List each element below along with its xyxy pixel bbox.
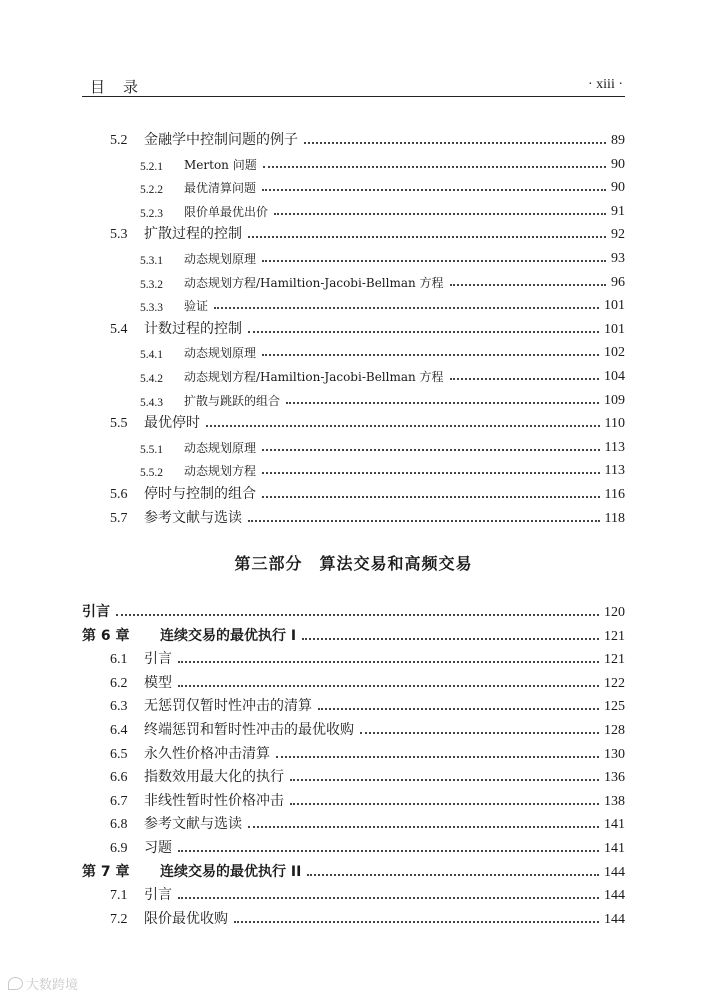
toc-entry-number: 5.2.2 [140,184,163,197]
dot-leader [248,331,599,333]
dot-leader [178,897,599,899]
dot-leader [178,661,599,663]
toc-entry-number: 5.4.1 [140,349,163,362]
toc-entry[interactable] [140,339,625,361]
toc-entry-title: 引言 [82,604,110,620]
toc-entry-title: 指数效用最大化的执行 [144,769,284,786]
toc-entry-page: 122 [604,675,625,691]
dot-leader [214,307,599,309]
toc-entry-number: 5.4.3 [140,396,163,409]
toc-entry-page: 110 [604,416,625,432]
toc-entry-page: 89 [611,133,625,148]
toc-entry-number: 5.6 [110,487,128,502]
toc-entry-title: 引言 [144,887,172,904]
toc-entry-title: 动态规划方程/Hamiltion-Jacobi-Bellman 方程 [184,370,444,384]
toc-entry[interactable] [140,269,625,291]
part-title: 第三部分 算法交易和高频交易 [234,554,473,573]
toc-entry-page: 91 [611,203,625,219]
toc-entry-page: 128 [604,723,625,738]
toc-entry-page: 113 [604,439,625,455]
dot-leader [262,472,600,474]
running-header [82,72,625,97]
toc-entry[interactable] [140,198,625,220]
toc-entry-number: 5.3.2 [140,278,163,291]
toc-entry-number: 7.1 [110,888,128,904]
toc-entry-page: 144 [604,888,625,904]
toc-entry-title: 动态规划原理 [184,440,257,455]
toc-entry-page: 102 [604,345,625,361]
toc-entry[interactable] [110,693,625,715]
toc-entry[interactable] [110,764,625,786]
toc-entry-page: 118 [604,510,625,526]
toc-entry-number: 6.5 [110,746,128,762]
toc-entry-number: 6.8 [110,817,128,833]
toc-entry-page: 120 [604,605,625,620]
toc-entry[interactable] [140,387,625,409]
dot-leader [248,236,606,238]
toc-entry[interactable] [110,906,625,928]
dot-leader [178,850,599,852]
toc-entry[interactable] [110,127,625,149]
toc-entry-page: 92 [611,227,625,243]
toc-entry-title: 模型 [144,674,172,691]
toc-entry-number: 第 6 章 [82,627,130,644]
dot-leader [248,520,600,522]
dot-leader [234,921,599,923]
toc-entry-title: 动态规划方程 [184,464,257,479]
toc-entry-title: 停时与控制的组合 [144,486,256,502]
dot-leader [206,425,600,427]
toc-entry[interactable] [110,788,625,810]
toc-entry-title: 引言 [144,651,172,668]
toc-entry[interactable] [110,646,625,668]
toc-entry-title: 动态规划方程/Hamiltion-Jacobi-Bellman 方程 [184,275,444,290]
toc-entry-title: 无惩罚仅暂时性冲击的清算 [144,698,312,715]
toc-entry-number: 6.3 [110,699,128,715]
toc-entry[interactable] [140,363,625,385]
toc-entry-title: 习题 [144,840,172,856]
dot-leader [450,284,606,286]
watermark [8,974,78,993]
dot-leader [248,826,599,828]
toc-entry[interactable] [82,859,625,881]
toc-entry[interactable] [110,505,625,527]
toc-entry-number: 5.2.1 [140,160,163,173]
toc-entry-page: 101 [604,321,625,337]
toc-entry-page: 113 [604,463,625,479]
toc-entry-page: 130 [604,746,625,762]
dot-leader [304,142,606,144]
toc-entry-title: 参考文献与选读 [144,816,242,833]
toc-entry-title: 最优清算问题 [184,181,257,196]
dot-leader [307,874,599,876]
dot-leader [450,378,599,380]
toc-entry[interactable] [110,741,625,763]
toc-entry[interactable] [140,434,625,456]
toc-entry[interactable] [110,221,625,243]
toc-entry-number: 6.1 [110,652,128,668]
toc-entry-number: 第 7 章 [82,863,130,880]
toc-entry-number: 5.3 [110,227,128,243]
toc-entry-page: 90 [611,156,625,172]
dot-leader [318,708,599,710]
toc-entry-page: 101 [604,298,625,314]
toc-entry[interactable] [140,457,625,479]
toc-entry-page: 141 [604,817,625,833]
toc-entry-page: 121 [604,628,625,644]
dot-leader [290,803,599,805]
toc-entry-title: 最优停时 [144,415,200,432]
toc-entry-title: 验证 [184,299,209,314]
toc-entry-title: 扩散与跳跃的组合 [184,393,281,408]
toc-entry-number: 5.4.2 [140,373,163,385]
toc-entry-page: 104 [604,369,625,384]
toc-entry[interactable] [110,835,625,857]
dot-leader [262,260,606,262]
watermark-text: 大数跨境 [26,978,79,993]
toc-entry-title: 非线性暂时性价格冲击 [144,792,284,809]
toc-entry-title: 永久性价格冲击清算 [144,745,270,762]
toc-entry-number: 5.5.1 [140,443,163,456]
toc-entry[interactable] [140,174,625,196]
toc-entry[interactable] [110,811,625,833]
toc-entry[interactable] [110,481,625,503]
toc-entry-title: 扩散过程的控制 [144,226,242,243]
toc-entry-page: 138 [604,793,625,809]
dot-leader [360,732,599,734]
toc-entry-number: 6.6 [110,770,128,786]
dot-leader [302,638,599,640]
toc-entry-page: 90 [611,180,625,196]
toc-entry-title: 连续交易的最优执行 II [160,863,302,880]
dot-leader [290,779,599,781]
toc-entry-page: 96 [611,274,625,290]
toc-entry[interactable] [110,410,625,432]
toc-entry[interactable] [140,292,625,314]
toc-entry[interactable] [110,882,625,904]
toc-entry-page: 121 [604,652,625,668]
toc-entry-page: 141 [604,841,625,856]
dot-leader [286,402,599,404]
toc-entry-page: 109 [604,392,625,408]
toc-entry-number: 5.4 [110,321,128,337]
toc-entry-number: 5.3.3 [140,302,163,315]
dot-leader [262,449,600,451]
toc-entry-title: Merton 问题 [184,157,257,172]
toc-entry-page: 125 [604,699,625,715]
toc-entry-title: 金融学中控制问题的例子 [144,132,298,148]
dot-leader [262,189,606,191]
toc-entry-number: 6.4 [110,723,128,738]
toc-entry-number: 5.5 [110,416,128,432]
header-page-number: · xiii · [588,77,623,92]
toc-entry-number: 5.5.2 [140,467,163,480]
toc-entry-number: 7.2 [110,911,128,927]
toc-entry-number: 6.9 [110,841,128,856]
toc-entry[interactable] [110,316,625,338]
toc-entry-page: 116 [604,487,625,502]
toc-entry[interactable] [110,670,625,692]
dot-leader [262,354,599,356]
dot-leader [262,496,600,498]
toc-entry-title: 动态规划原理 [184,252,257,266]
toc-entry-title: 计数过程的控制 [144,320,242,337]
dot-leader [116,614,599,616]
toc-entry-number: 6.2 [110,675,128,691]
toc-entry-title: 终端惩罚和暂时性冲击的最优收购 [144,722,354,738]
toc-entry-number: 5.7 [110,510,128,526]
toc-entry-title: 限价最优收购 [144,910,228,927]
chat-bubble-icon [8,977,23,990]
toc-entry[interactable] [82,599,625,621]
toc-entry-number: 5.2 [110,133,128,148]
dot-leader [263,166,606,168]
toc-entry-page: 136 [604,770,625,786]
toc-entry[interactable] [110,717,625,739]
toc-entry-page: 144 [604,864,625,880]
header-title: 目录 [90,78,157,96]
dot-leader [274,213,606,215]
toc-entry-title: 动态规划原理 [184,346,257,361]
toc-entry-page: 93 [611,251,625,266]
toc-entry-number: 5.3.1 [140,255,163,267]
toc-entry[interactable] [82,623,625,645]
toc-entry-number: 6.7 [110,793,128,809]
dot-leader [276,756,599,758]
toc-entry[interactable] [140,151,625,173]
toc-entry-title: 连续交易的最优执行 I [160,627,297,644]
dot-leader [178,685,599,687]
toc-entry-title: 参考文献与选读 [144,509,242,526]
toc-entry[interactable] [140,245,625,267]
toc-entry-page: 144 [604,911,625,927]
toc-entry-number: 5.2.3 [140,207,163,220]
toc-entry-title: 限价单最优出价 [184,204,269,219]
